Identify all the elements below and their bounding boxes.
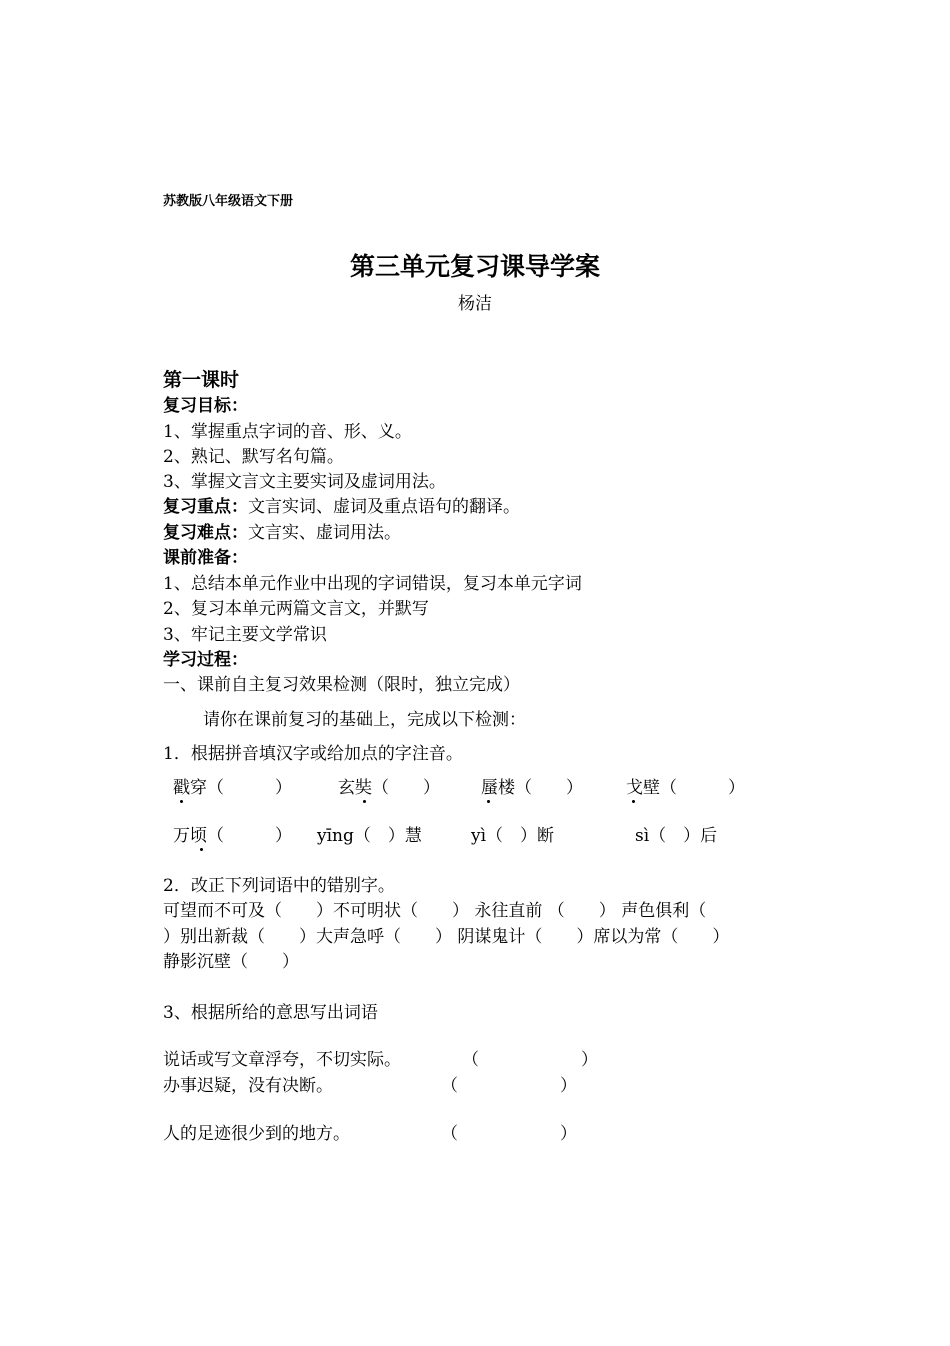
goal-item: 2、熟记、默写名句篇。 (163, 447, 344, 467)
q1-item: 玄奘（ ） (338, 778, 440, 798)
page-title: 第三单元复习课导学案 (349, 252, 600, 281)
key-label: 复习重点： (163, 497, 248, 517)
goal-item: 1、掌握重点字词的音、形、义。 (163, 422, 412, 442)
difficulty-points (163, 525, 401, 542)
emphasis-dot (487, 800, 490, 803)
book-label: 苏教版八年级语文下册 (163, 194, 294, 209)
prep-item: 1、总结本单元作业中出现的字词错误，复习本单元字词 (163, 574, 582, 594)
q1-item: 蜃楼（ ） (481, 778, 583, 798)
author-name: 杨洁 (458, 294, 492, 314)
q1-item: sì（ ）后 (635, 826, 718, 846)
prep-item: 2、复习本单元两篇文言文，并默写 (163, 599, 429, 619)
q3-prompt: 3、根据所给的意思写出词语 (163, 1003, 378, 1023)
prep-label: 课前准备： (163, 548, 248, 568)
q3-blank: （ ） (441, 1076, 577, 1096)
q1-item: yīng（ ）慧 (317, 826, 422, 846)
key-points (163, 499, 520, 516)
q2-line: 可望而不可及（ ）不可明状（ ） 永往直前 （ ） 声色俱利（ (163, 901, 707, 921)
q3-meaning: 办事迟疑，没有决断。 (163, 1076, 333, 1096)
q1-item: 戳穿（ ） (173, 778, 292, 798)
difficulty-label: 复习难点： (163, 523, 248, 543)
key-text: 文言实词、虚词及重点语句的翻译。 (248, 497, 520, 517)
emphasis-dot (632, 800, 635, 803)
q1-prompt: 1．根据拼音填汉字或给加点的字注音。 (163, 744, 463, 764)
q3-meaning: 说话或写文章浮夸，不切实际。 (163, 1050, 401, 1070)
part1-intro: 请你在课前复习的基础上，完成以下检测： (203, 710, 526, 730)
lesson-heading: 第一课时 (163, 369, 240, 391)
q1-item: 戈壁（ ） (626, 778, 745, 798)
q1-item: yì（ ）断 (471, 826, 555, 846)
emphasis-dot (200, 848, 203, 851)
difficulty-text: 文言实、虚词用法。 (248, 523, 401, 543)
q3-blank: （ ） (462, 1050, 598, 1070)
q1-item: 万顷（ ） (173, 826, 292, 846)
emphasis-dot (180, 800, 183, 803)
prep-item: 3、牢记主要文学常识 (163, 625, 327, 645)
part1-heading: 一、课前自主复习效果检测（限时，独立完成） (163, 675, 520, 695)
q2-line: 静影沉壁（ ） (163, 952, 299, 972)
emphasis-dot (363, 800, 366, 803)
goals-label: 复习目标： (163, 396, 248, 416)
goal-item: 3、掌握文言文主要实词及虚词用法。 (163, 472, 446, 492)
q3-meaning: 人的足迹很少到的地方。 (163, 1124, 350, 1144)
q2-line: ）别出新裁（ ）大声急呼（ ） 阴谋鬼计（ ）席以为常（ ） (163, 927, 730, 947)
q3-blank: （ ） (441, 1124, 577, 1144)
q2-prompt: 2．改正下列词语中的错别字。 (163, 876, 395, 896)
process-label: 学习过程： (163, 650, 248, 670)
